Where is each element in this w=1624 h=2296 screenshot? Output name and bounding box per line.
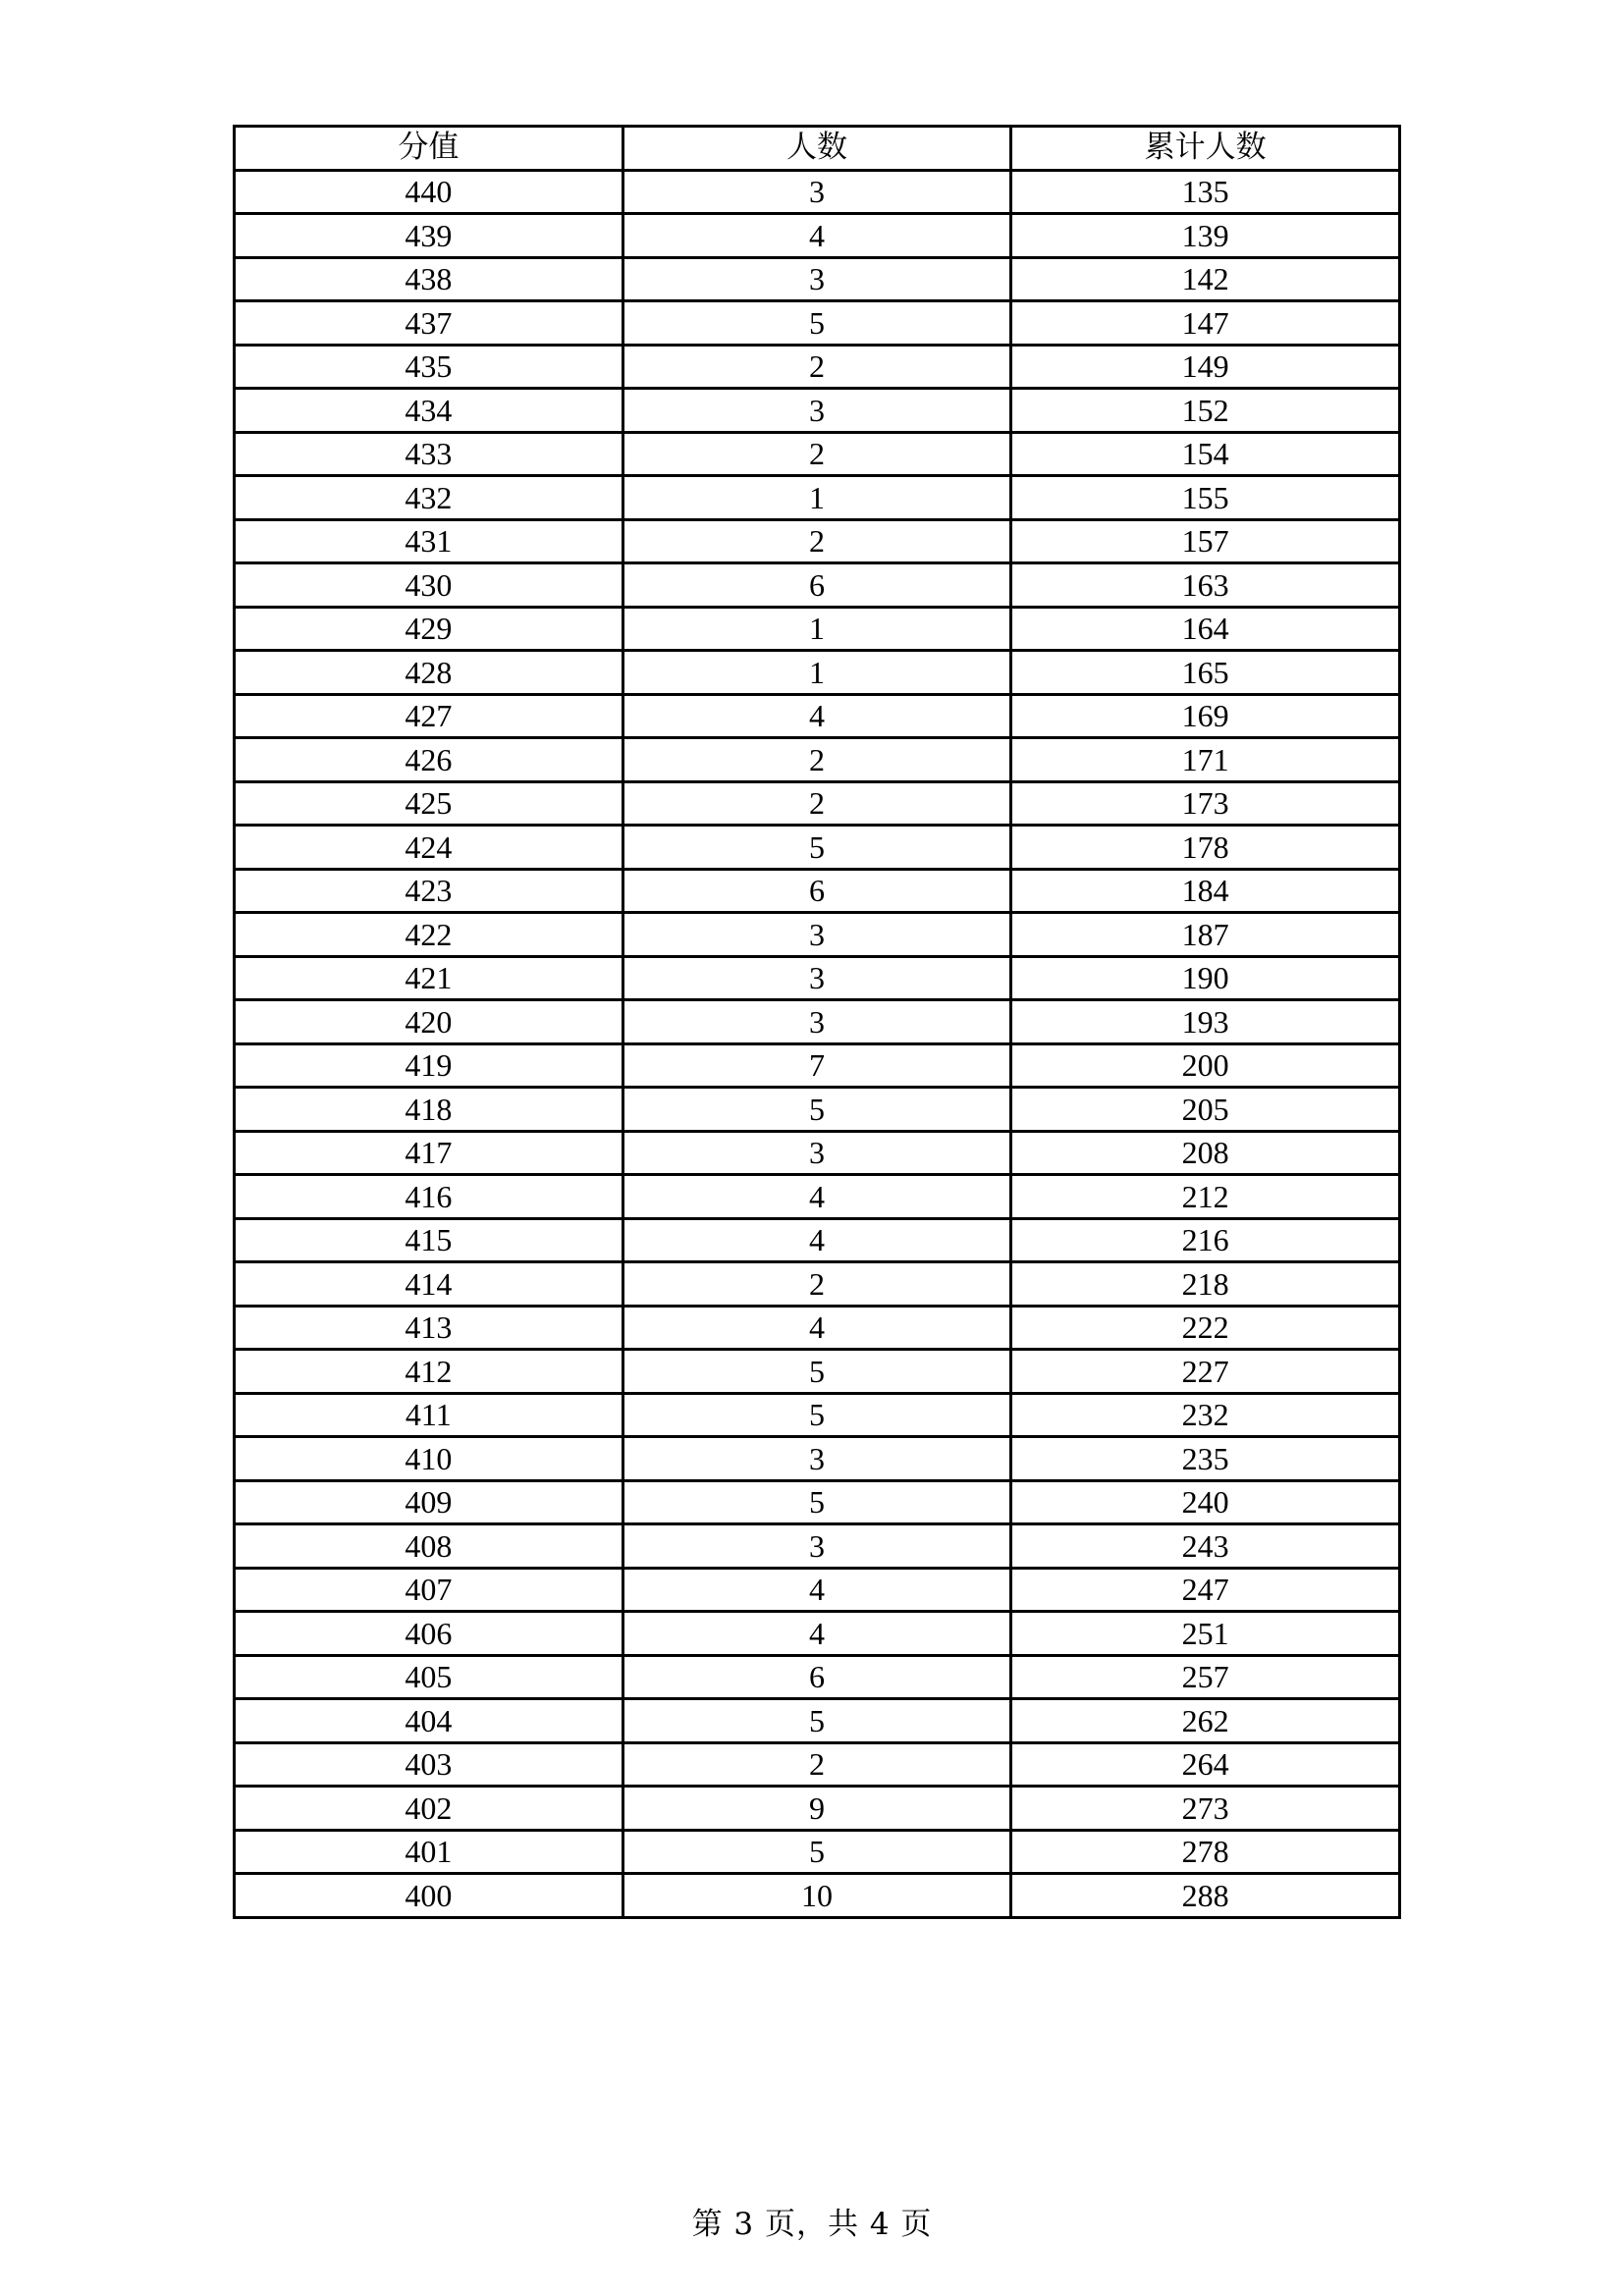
cell-score: 429 [235, 607, 623, 651]
table-row [235, 432, 1400, 476]
cell-cumulative: 257 [1011, 1655, 1400, 1699]
cell-cumulative: 173 [1011, 781, 1400, 826]
cell-count: 1 [623, 607, 1011, 651]
table-row [235, 301, 1400, 346]
page-number-footer: 第 3 页，共 4 页 [691, 2207, 933, 2242]
cell-score: 416 [235, 1175, 623, 1219]
cell-count: 6 [623, 1655, 1011, 1699]
cell-cumulative: 165 [1011, 651, 1400, 695]
cell-count: 4 [623, 1612, 1011, 1656]
table-body [235, 170, 1400, 1917]
cell-count: 4 [623, 1175, 1011, 1219]
table-row [235, 1742, 1400, 1787]
cell-score: 413 [235, 1306, 623, 1350]
table-row [235, 1699, 1400, 1743]
cell-cumulative: 227 [1011, 1350, 1400, 1394]
cell-score: 433 [235, 432, 623, 476]
cell-cumulative: 278 [1011, 1830, 1400, 1874]
cell-score: 440 [235, 170, 623, 214]
table-row [235, 389, 1400, 433]
cell-count: 10 [623, 1874, 1011, 1918]
cell-count: 7 [623, 1043, 1011, 1088]
table-row [235, 1437, 1400, 1481]
table-row [235, 913, 1400, 957]
cell-score: 402 [235, 1787, 623, 1831]
cell-count: 5 [623, 1088, 1011, 1132]
table-row [235, 869, 1400, 913]
cell-score: 404 [235, 1699, 623, 1743]
cell-cumulative: 135 [1011, 170, 1400, 214]
table-row [235, 519, 1400, 563]
table-row [235, 826, 1400, 870]
cell-score: 409 [235, 1480, 623, 1524]
header-score: 分值 [235, 127, 623, 171]
cell-cumulative: 155 [1011, 476, 1400, 520]
cell-score: 408 [235, 1524, 623, 1569]
cell-cumulative: 243 [1011, 1524, 1400, 1569]
cell-cumulative: 208 [1011, 1131, 1400, 1175]
table-row [235, 345, 1400, 389]
cell-cumulative: 232 [1011, 1393, 1400, 1437]
cell-cumulative: 171 [1011, 738, 1400, 782]
cell-score: 426 [235, 738, 623, 782]
cell-cumulative: 212 [1011, 1175, 1400, 1219]
table-row [235, 476, 1400, 520]
cell-score: 410 [235, 1437, 623, 1481]
cell-count: 1 [623, 651, 1011, 695]
cell-cumulative: 142 [1011, 257, 1400, 301]
cell-score: 406 [235, 1612, 623, 1656]
cell-cumulative: 184 [1011, 869, 1400, 913]
table-row [235, 563, 1400, 608]
cell-score: 439 [235, 214, 623, 258]
table-row [235, 1524, 1400, 1569]
cell-score: 431 [235, 519, 623, 563]
cell-count: 2 [623, 1742, 1011, 1787]
cell-score: 427 [235, 694, 623, 738]
cell-score: 400 [235, 1874, 623, 1918]
cell-score: 428 [235, 651, 623, 695]
table-row [235, 956, 1400, 1000]
table-row [235, 738, 1400, 782]
score-distribution-table [233, 125, 1401, 1919]
cell-count: 4 [623, 1568, 1011, 1612]
cell-count: 4 [623, 214, 1011, 258]
cell-cumulative: 187 [1011, 913, 1400, 957]
cell-cumulative: 147 [1011, 301, 1400, 346]
cell-count: 2 [623, 519, 1011, 563]
table-row [235, 257, 1400, 301]
cell-count: 4 [623, 1306, 1011, 1350]
table-row [235, 1088, 1400, 1132]
cell-cumulative: 251 [1011, 1612, 1400, 1656]
table-row [235, 1262, 1400, 1307]
cell-count: 5 [623, 1699, 1011, 1743]
cell-score: 421 [235, 956, 623, 1000]
cell-cumulative: 139 [1011, 214, 1400, 258]
cell-count: 5 [623, 1480, 1011, 1524]
cell-count: 3 [623, 956, 1011, 1000]
cell-cumulative: 262 [1011, 1699, 1400, 1743]
cell-count: 3 [623, 1437, 1011, 1481]
table-row [235, 607, 1400, 651]
cell-count: 3 [623, 1131, 1011, 1175]
table-row [235, 1568, 1400, 1612]
cell-count: 3 [623, 170, 1011, 214]
cell-cumulative: 235 [1011, 1437, 1400, 1481]
cell-count: 2 [623, 1262, 1011, 1307]
cell-count: 6 [623, 869, 1011, 913]
header-cumulative: 累计人数 [1011, 127, 1400, 171]
cell-cumulative: 288 [1011, 1874, 1400, 1918]
cell-count: 9 [623, 1787, 1011, 1831]
table-row [235, 1350, 1400, 1394]
cell-score: 430 [235, 563, 623, 608]
cell-cumulative: 190 [1011, 956, 1400, 1000]
cell-score: 405 [235, 1655, 623, 1699]
table-row [235, 1787, 1400, 1831]
cell-score: 403 [235, 1742, 623, 1787]
cell-count: 6 [623, 563, 1011, 608]
cell-score: 432 [235, 476, 623, 520]
cell-cumulative: 205 [1011, 1088, 1400, 1132]
cell-cumulative: 163 [1011, 563, 1400, 608]
table-row [235, 1655, 1400, 1699]
header-count: 人数 [623, 127, 1011, 171]
cell-count: 5 [623, 1830, 1011, 1874]
cell-score: 438 [235, 257, 623, 301]
cell-count: 3 [623, 1000, 1011, 1044]
cell-score: 419 [235, 1043, 623, 1088]
cell-cumulative: 240 [1011, 1480, 1400, 1524]
cell-score: 422 [235, 913, 623, 957]
cell-score: 423 [235, 869, 623, 913]
cell-score: 424 [235, 826, 623, 870]
cell-count: 2 [623, 345, 1011, 389]
cell-cumulative: 247 [1011, 1568, 1400, 1612]
table-row [235, 1480, 1400, 1524]
cell-cumulative: 273 [1011, 1787, 1400, 1831]
cell-cumulative: 157 [1011, 519, 1400, 563]
cell-score: 420 [235, 1000, 623, 1044]
cell-score: 415 [235, 1218, 623, 1262]
cell-count: 5 [623, 1350, 1011, 1394]
cell-cumulative: 218 [1011, 1262, 1400, 1307]
table-row [235, 651, 1400, 695]
cell-score: 407 [235, 1568, 623, 1612]
cell-cumulative: 216 [1011, 1218, 1400, 1262]
table-row [235, 1043, 1400, 1088]
table-row [235, 214, 1400, 258]
cell-cumulative: 149 [1011, 345, 1400, 389]
cell-score: 425 [235, 781, 623, 826]
table-row [235, 694, 1400, 738]
cell-score: 414 [235, 1262, 623, 1307]
cell-score: 401 [235, 1830, 623, 1874]
cell-cumulative: 193 [1011, 1000, 1400, 1044]
cell-count: 2 [623, 738, 1011, 782]
cell-score: 418 [235, 1088, 623, 1132]
table-row [235, 1830, 1400, 1874]
cell-cumulative: 178 [1011, 826, 1400, 870]
cell-cumulative: 164 [1011, 607, 1400, 651]
cell-count: 1 [623, 476, 1011, 520]
table-row [235, 1612, 1400, 1656]
table-row [235, 1306, 1400, 1350]
cell-cumulative: 264 [1011, 1742, 1400, 1787]
cell-score: 437 [235, 301, 623, 346]
cell-score: 417 [235, 1131, 623, 1175]
cell-cumulative: 154 [1011, 432, 1400, 476]
cell-count: 2 [623, 781, 1011, 826]
cell-count: 5 [623, 301, 1011, 346]
cell-score: 434 [235, 389, 623, 433]
table-row [235, 1874, 1400, 1918]
cell-count: 5 [623, 1393, 1011, 1437]
table-row [235, 781, 1400, 826]
cell-cumulative: 169 [1011, 694, 1400, 738]
cell-score: 435 [235, 345, 623, 389]
cell-count: 3 [623, 913, 1011, 957]
cell-count: 5 [623, 826, 1011, 870]
cell-count: 3 [623, 257, 1011, 301]
cell-count: 4 [623, 694, 1011, 738]
cell-cumulative: 152 [1011, 389, 1400, 433]
table-row [235, 1218, 1400, 1262]
table-row [235, 1131, 1400, 1175]
cell-count: 3 [623, 389, 1011, 433]
cell-count: 3 [623, 1524, 1011, 1569]
table-row [235, 1000, 1400, 1044]
table-row [235, 1393, 1400, 1437]
cell-count: 4 [623, 1218, 1011, 1262]
table-header-row [235, 127, 1400, 171]
cell-score: 411 [235, 1393, 623, 1437]
table-row [235, 170, 1400, 214]
cell-count: 2 [623, 432, 1011, 476]
cell-score: 412 [235, 1350, 623, 1394]
cell-cumulative: 222 [1011, 1306, 1400, 1350]
table-row [235, 1175, 1400, 1219]
cell-cumulative: 200 [1011, 1043, 1400, 1088]
